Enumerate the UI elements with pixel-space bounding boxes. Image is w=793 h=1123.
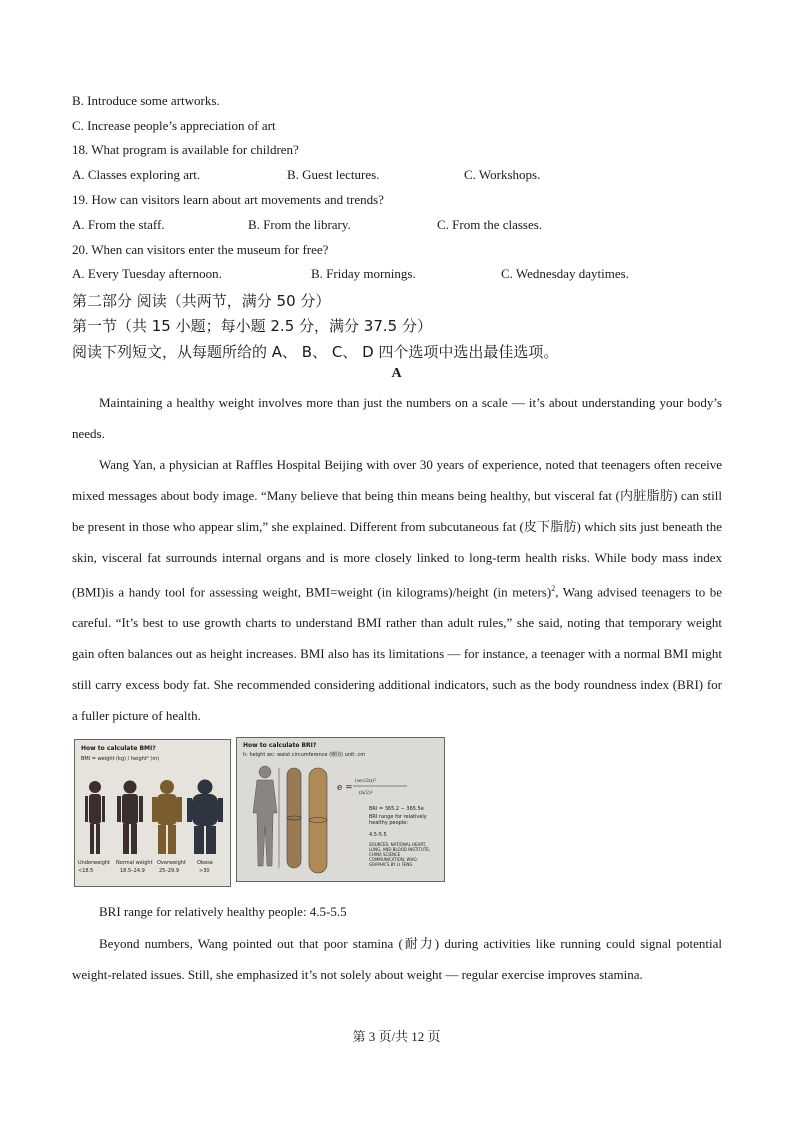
q18-option-c: C. Workshops. <box>464 167 541 182</box>
q20-option-a: A. Every Tuesday afternoon. <box>72 266 222 281</box>
bmi-cat-normal: Normal weight <box>116 860 153 866</box>
q17-option-c: C. Increase people’s appreciation of art <box>72 118 276 133</box>
paragraph-1: Maintaining a healthy weight involves more than just the numbers on a scale — it’s about understanding your body’s needs. <box>72 395 722 441</box>
q20-option-b: B. Friday mornings. <box>311 266 416 281</box>
paragraph-2 <box>72 449 722 731</box>
reading-instruction: 阅读下列短文，从每题所给的 A、 B、 C、 D 四个选项中选出最佳选项。 <box>72 343 559 361</box>
bmi-cat-obese: Obese <box>197 860 213 866</box>
bmi-formula: BMI = weight (kg) / height² (m) <box>81 756 160 762</box>
bri-figure <box>236 737 445 882</box>
svg-text:(wc/2π)²: (wc/2π)² <box>355 778 377 784</box>
bmi-range-normal: 18.5–24.9 <box>120 868 145 874</box>
q19-option-b: B. From the library. <box>248 217 351 232</box>
question-20: 20. When can visitors enter the museum for free? <box>72 242 329 257</box>
bmi-figure <box>74 739 231 887</box>
q17-option-b: B. Introduce some artworks. <box>72 93 220 108</box>
question-18: 18. What program is available for children? <box>72 142 299 157</box>
question-19: 19. How can visitors learn about art movements and trends? <box>72 192 384 207</box>
bri-caption: BRI range for relatively healthy people: 4.5-5.5 <box>99 904 347 919</box>
part-two-heading: 第二部分 阅读（共两节，满分 50 分） <box>72 292 331 310</box>
bmi-range-obese: >30 <box>199 868 210 874</box>
passage-letter: A <box>391 366 402 381</box>
bmi-figure-title: How to calculate BMI? <box>81 745 156 752</box>
bmi-cat-underweight: Underweight <box>78 860 110 866</box>
page-footer: 第 3 页/共 12 页 <box>352 1029 441 1044</box>
q20-option-c: C. Wednesday daytimes. <box>501 266 629 281</box>
bri-figure-title: How to calculate BRI? <box>243 742 317 749</box>
bri-range-value: 4.5-5.5 <box>369 832 387 838</box>
bmi-range-overweight: 25–29.9 <box>159 868 179 874</box>
q18-option-a: A. Classes exploring art. <box>72 167 201 182</box>
bmi-range-underweight: <18.5 <box>78 868 94 874</box>
svg-text:(h/2)²: (h/2)² <box>359 790 373 796</box>
paragraph-3: Beyond numbers, Wang pointed out that poor stamina (耐力) during activities like running could signal potential weight-related issues. Still, she emphasized it’s not solely about weight — regular exercise improves stamina. <box>72 936 722 982</box>
paragraph-2-part-1: Wang Yan, a physician at Raffles Hospital Beijing with over 30 years of experience, noted that teenagers often receive mixed messages about body image. “Many believe that being thin means being healthy, but visceral fat (内脏脂肪) can still be present in those who appear slim,” she explained. Different from subcutaneous fat (皮下脂肪) which sits just beneath the skin, visceral fat surrounds internal organs and is more closely linked to long-term health risks. While body mass index (BMI)is a handy tool for assessing weight, BMI=weight (in kilograms)/height (in meters) <box>72 457 722 600</box>
svg-text:e =: e = <box>337 783 353 793</box>
bmi-cat-overweight: Overweight <box>157 860 186 866</box>
superscript-2: 2 <box>551 584 556 593</box>
paragraph-2-part-2: , Wang advised teenagers to be careful. “It’s best to use growth charts to understand BMI rather than adult rules,” she said, noting that temporary weight gain often balances out as height increases. BMI also has its limitations — for instance, a teenager with a normal BMI might still carry excess body fat. She recommended considering additional indicators, such as the body roundness index (BRI) for a fuller picture of health. <box>72 584 723 724</box>
bri-legend: h: height wc: waist circumference (腰围) unit: cm <box>243 752 366 758</box>
bri-formula: BRI = 365.2 − 365.5e <box>369 806 424 812</box>
bri-sources: SOURCES: NATIONAL HEART, LUNG, AND BLOOD INSTITUTE; CHINA SCIENCE COMMUNICATION; WHO. GRAPHICS BY LI FENG <box>369 842 431 867</box>
q19-option-a: A. From the staff. <box>72 217 165 232</box>
bri-range-label: BRI range for relatively healthy people: <box>369 814 427 826</box>
q19-option-c: C. From the classes. <box>437 217 543 232</box>
q18-option-b: B. Guest lectures. <box>287 167 380 182</box>
section-one-heading: 第一节（共 15 小题；每小题 2.5 分，满分 37.5 分） <box>72 317 432 335</box>
